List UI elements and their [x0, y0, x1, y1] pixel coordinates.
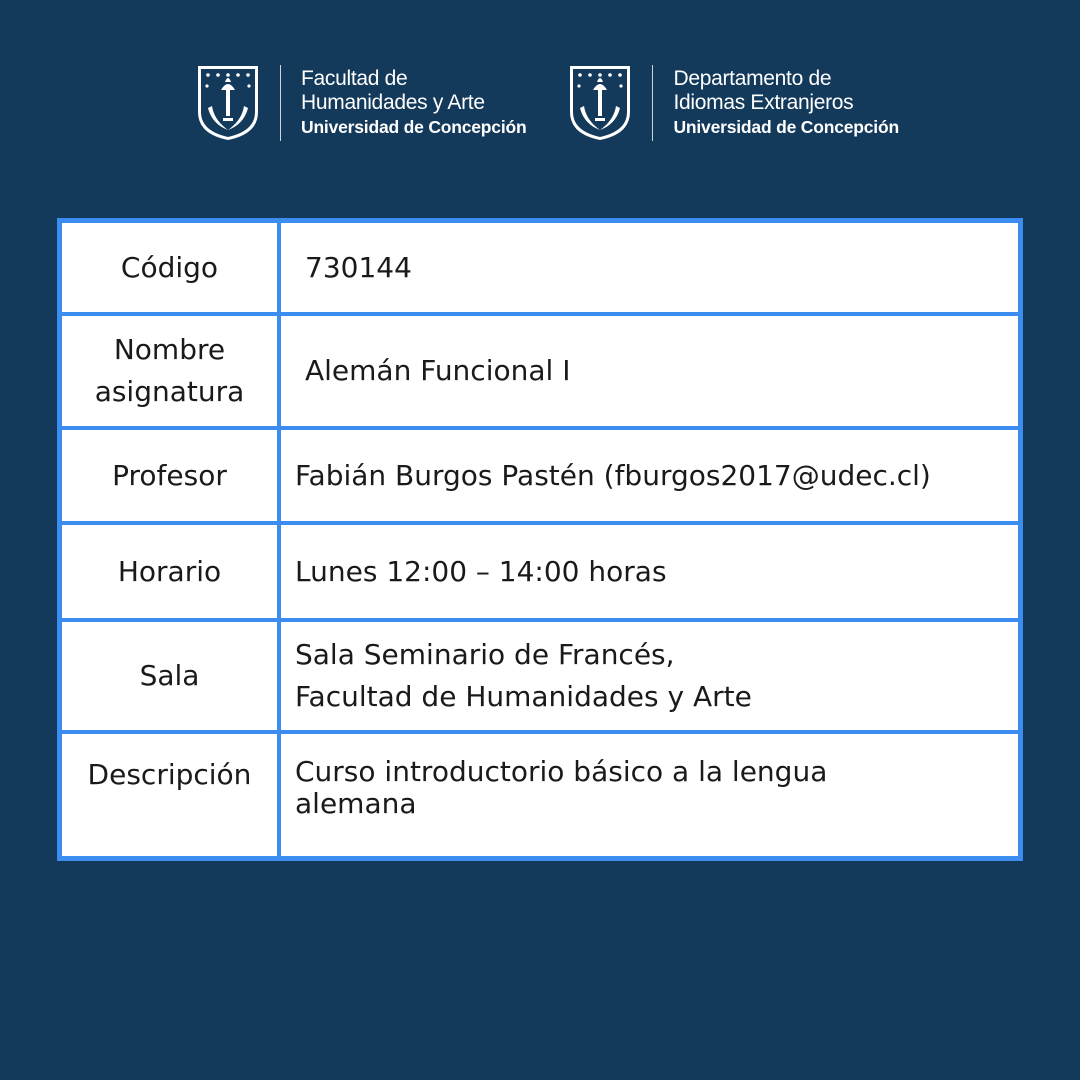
udec-crest-icon — [196, 64, 260, 142]
logo-line3: Universidad de Concepción — [301, 117, 527, 137]
table-row-profesor — [62, 430, 1018, 525]
value-sala — [281, 622, 1018, 730]
logo-facultad-humanidades — [196, 64, 526, 142]
logo-line2: Idiomas Extranjeros — [673, 91, 854, 114]
table-row-codigo — [62, 223, 1018, 316]
value-descripcion-line2: alemana — [295, 787, 417, 820]
logo-departamento-idiomas — [568, 64, 898, 142]
label-sala: Sala — [62, 622, 281, 730]
header-logos — [196, 64, 899, 142]
course-info-table — [57, 218, 1023, 861]
value-sala-line1: Sala Seminario de Francés, — [295, 638, 675, 671]
label-profesor: Profesor — [62, 430, 281, 521]
logo-divider — [280, 65, 281, 141]
value-descripcion-line1: Curso introductorio básico a la lengua — [295, 755, 828, 788]
label-nombre-asignatura — [62, 316, 281, 426]
value-profesor: Fabián Burgos Pastén (fburgos2017@udec.cl) — [295, 458, 931, 492]
table-row-descripcion — [62, 734, 1018, 856]
logo-line1: Departamento de — [673, 67, 832, 90]
value-codigo: 730144 — [305, 250, 412, 284]
value-sala-line2: Facultad de Humanidades y Arte — [295, 680, 752, 713]
label-descripcion: Descripción — [62, 734, 281, 856]
logo-line3: Universidad de Concepción — [673, 117, 899, 137]
value-nombre-asignatura: Alemán Funcional I — [305, 354, 571, 387]
logo-line1: Facultad de — [301, 67, 408, 90]
table-row-sala — [62, 622, 1018, 734]
logo-text — [673, 67, 898, 139]
label-codigo: Código — [62, 223, 281, 312]
label-nombre-line1: Nombre — [113, 333, 226, 366]
table-row-nombre — [62, 316, 1018, 430]
logo-divider — [652, 65, 653, 141]
logo-text — [301, 67, 526, 139]
label-horario: Horario — [62, 525, 281, 618]
udec-crest-icon — [568, 64, 632, 142]
table-row-horario — [62, 525, 1018, 622]
value-horario: Lunes 12:00 – 14:00 horas — [295, 554, 667, 588]
value-descripcion — [281, 734, 1018, 856]
label-nombre-line2: asignatura — [94, 375, 245, 408]
logo-line2: Humanidades y Arte — [301, 91, 485, 114]
